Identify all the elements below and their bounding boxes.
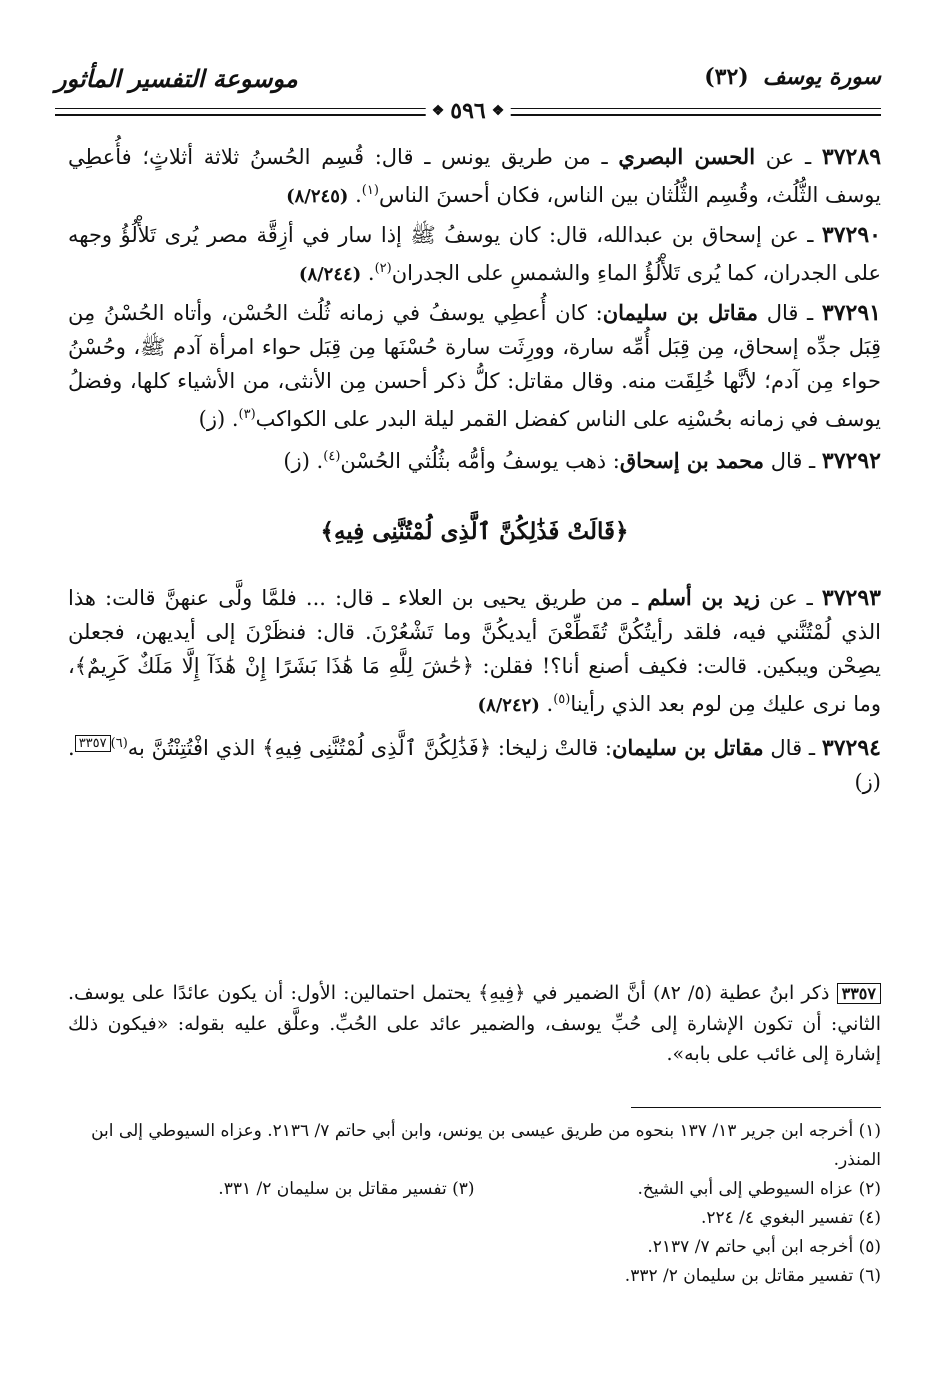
narration-entry — [68, 218, 881, 292]
volume-ref: (٨/٢٤٥) — [286, 186, 349, 207]
entry-end: . — [355, 183, 362, 207]
footnote-ref: (٢) — [374, 261, 392, 276]
entry-number: ٣٧٢٩١ — [821, 300, 881, 326]
entry-end: . — [546, 692, 554, 716]
page-number — [426, 98, 511, 124]
entry-prefix: ـ قال — [766, 301, 814, 325]
footnote-4: (٤) تفسير البغوي ٤/ ٢٢٤. — [700, 1208, 881, 1228]
footnote-divider — [631, 1107, 881, 1108]
footnote-ref: (٣) — [238, 407, 256, 422]
entry-text: ـ عن إسحاق بن عبدالله، قال: كان يوسفُ ﷺ إذا سار في أزِقَّة مصر يُرى تَلأْلُؤُ وجهه على الجدران، كما يُرى تَلأْلُؤُ الماءِ والشمسِ على الجدران — [68, 223, 881, 285]
entry-prefix: ـ عن — [765, 145, 812, 169]
commentary-note — [68, 978, 881, 1069]
entry-text: : قالتْ زليخا: ﴿فَذَٰلِكُنَّ ٱلَّذِى لُمْتُنَّنِى فِيهِ﴾ الذي افْتُتِنْتُنَّ به — [127, 736, 612, 760]
entry-text: ـ من طريق يونس ـ قال: قُسِم الحُسنُ ثلاثة أثلاثٍ؛ فأُعطِي يوسف الثُّلُث، وقُسِم الثُّلُثان بين الناس، فكان أحسنَ الناس — [68, 145, 881, 207]
entry-end: . — [367, 261, 375, 285]
entry-text: ـ من طريق يحيى بن العلاء ـ قال: ... فلمَّا ولَّى عنهنَّ قالت: هذا الذي لُمْتُنَّني فيه، فلقد رأيتُكُنَّ تُقَطِّعْنَ أيديكُنَّ وما تَشْعُرْنَ. قال: فنظَرْنَ إلى أيديهن، فجعلن يصِحْن ويبكين. قالت: فكيف أصنع أنا؟! فقلن: ﴿حَٰشَ لِلَّهِ مَا هَٰذَا بَشَرًا إِنْ هَٰذَآ إِلَّا مَلَكٌ كَرِيمٌ﴾، وما نرى عليك مِن لوم بعد الذي رأينا — [68, 586, 881, 716]
entry-prefix: ـ قال — [770, 736, 816, 760]
commentary-text: ذكر ابنُ عطية (٥/ ٨٢) أنَّ الضمير في ﴿فِيهِ﴾ يحتمل احتمالين: الأول: أن يكون عائدًا على يوسف. الثاني: أن تكون الإشارة إلى حُبِّ يوسف، والضمير عائد على الحُبِّ. وعلَّق عليه بقوله: «فيكون ذلك إشارة إلى غائب على بابه». — [68, 982, 881, 1065]
surah-title: سورة يوسف — [762, 64, 881, 90]
narrator-name: مقاتل بن سليمان — [602, 300, 759, 325]
commentary-number: ٣٣٥٧ — [837, 983, 881, 1004]
footnote-5: (٥) أخرجه ابن أبي حاتم ٧/ ٢١٣٧. — [647, 1237, 881, 1257]
narrator-name: الحسن البصري — [618, 144, 756, 169]
entry-end: . (ز) — [283, 449, 324, 473]
volume-ref: (٨/٢٤٢) — [477, 695, 540, 716]
entry-prefix: ـ عن — [769, 586, 813, 610]
page-number-text: ٥٩٦ — [450, 98, 486, 124]
entry-number: ٣٧٢٨٩ — [821, 144, 882, 170]
narration-entry — [68, 296, 881, 436]
footnote-6: (٦) تفسير مقاتل بن سليمان ٢/ ٣٣٢. — [624, 1266, 881, 1286]
footnote-ref: (٦) — [110, 736, 128, 751]
main-text — [68, 140, 881, 803]
footnote-ref: (١) — [361, 183, 379, 198]
narration-entry — [68, 581, 881, 723]
narrator-name: زيد بن أسلم — [647, 585, 760, 610]
quran-verse-heading: ﴿قَالَتْ فَذَٰلِكُنَّ ٱلَّذِى لُمْتُنَّنِى فِيهِ﴾ — [320, 518, 629, 545]
footnote-row — [68, 1175, 881, 1204]
entry-text: : كان أُعطِي يوسفُ في زمانه ثُلُث الحُسْن، وأتاه الحُسْنُ مِن قِبَل جدِّه إسحاق، مِن قِبَل أُمِّه سارة، وورِثَت سارة حُسْنَها مِن قِبَل حواء امرأة آدم ﷺ، وحُسْنُ حواء مِن آدم؛ لأنَّها خُلِقَت منه. وقال مقاتل: كلُّ ذكر أحسن مِن الأنثى، من الأشياء كلها، وفضلُ يوسف في زمانه بحُسْنِه على الناس كفضل القمر ليلة البدر على الكواكب — [68, 301, 881, 431]
footnotes — [68, 1117, 881, 1291]
footnote-3: (٣) تفسير مقاتل بن سليمان ٢/ ٣٣١. — [218, 1179, 475, 1199]
entry-prefix: ـ قال — [770, 449, 816, 473]
narration-entry — [68, 727, 881, 799]
footnote-2: (٢) عزاه السيوطي إلى أبي الشيخ. — [637, 1179, 881, 1199]
footnote-ref: (٥) — [553, 692, 571, 707]
entry-number: ٣٧٢٩٢ — [821, 448, 881, 474]
entry-number: ٣٧٢٩٤ — [821, 735, 881, 761]
surah-heading — [704, 64, 881, 90]
book-title: موسوعة التفسير المأثور — [55, 64, 298, 93]
entry-number: ٣٧٢٩٣ — [821, 585, 881, 611]
page-header — [55, 58, 881, 128]
entry-number: ٣٧٢٩٠ — [821, 222, 881, 248]
entry-text: : ذهب يوسفُ وأمُّه بثُلُثي الحُسْن — [340, 449, 620, 473]
footnote-ref: (٤) — [323, 449, 341, 464]
entry-end: . (ز) — [198, 407, 239, 431]
narration-entry — [68, 440, 881, 478]
entry-end: . (ز) — [68, 736, 881, 794]
narrator-name: مقاتل بن سليمان — [612, 735, 764, 760]
narration-entry — [68, 140, 881, 214]
volume-ref: (٨/٢٤٤) — [298, 264, 362, 285]
ornament-icon: ❖ — [491, 103, 505, 119]
narrator-name: محمد بن إسحاق — [619, 448, 764, 473]
ornament-icon: ❖ — [431, 103, 445, 119]
commentary-ref: ٣٣٥٧ — [75, 735, 111, 752]
footnote-1: (١) أخرجه ابن جرير ١٣/ ١٣٧ بنحوه من طريق عيسى بن يونس، وابن أبي حاتم ٧/ ٢١٣٦. وعزاه السيوطي إلى ابن المنذر. — [91, 1121, 881, 1170]
surah-number: (٣٢) — [704, 64, 749, 90]
